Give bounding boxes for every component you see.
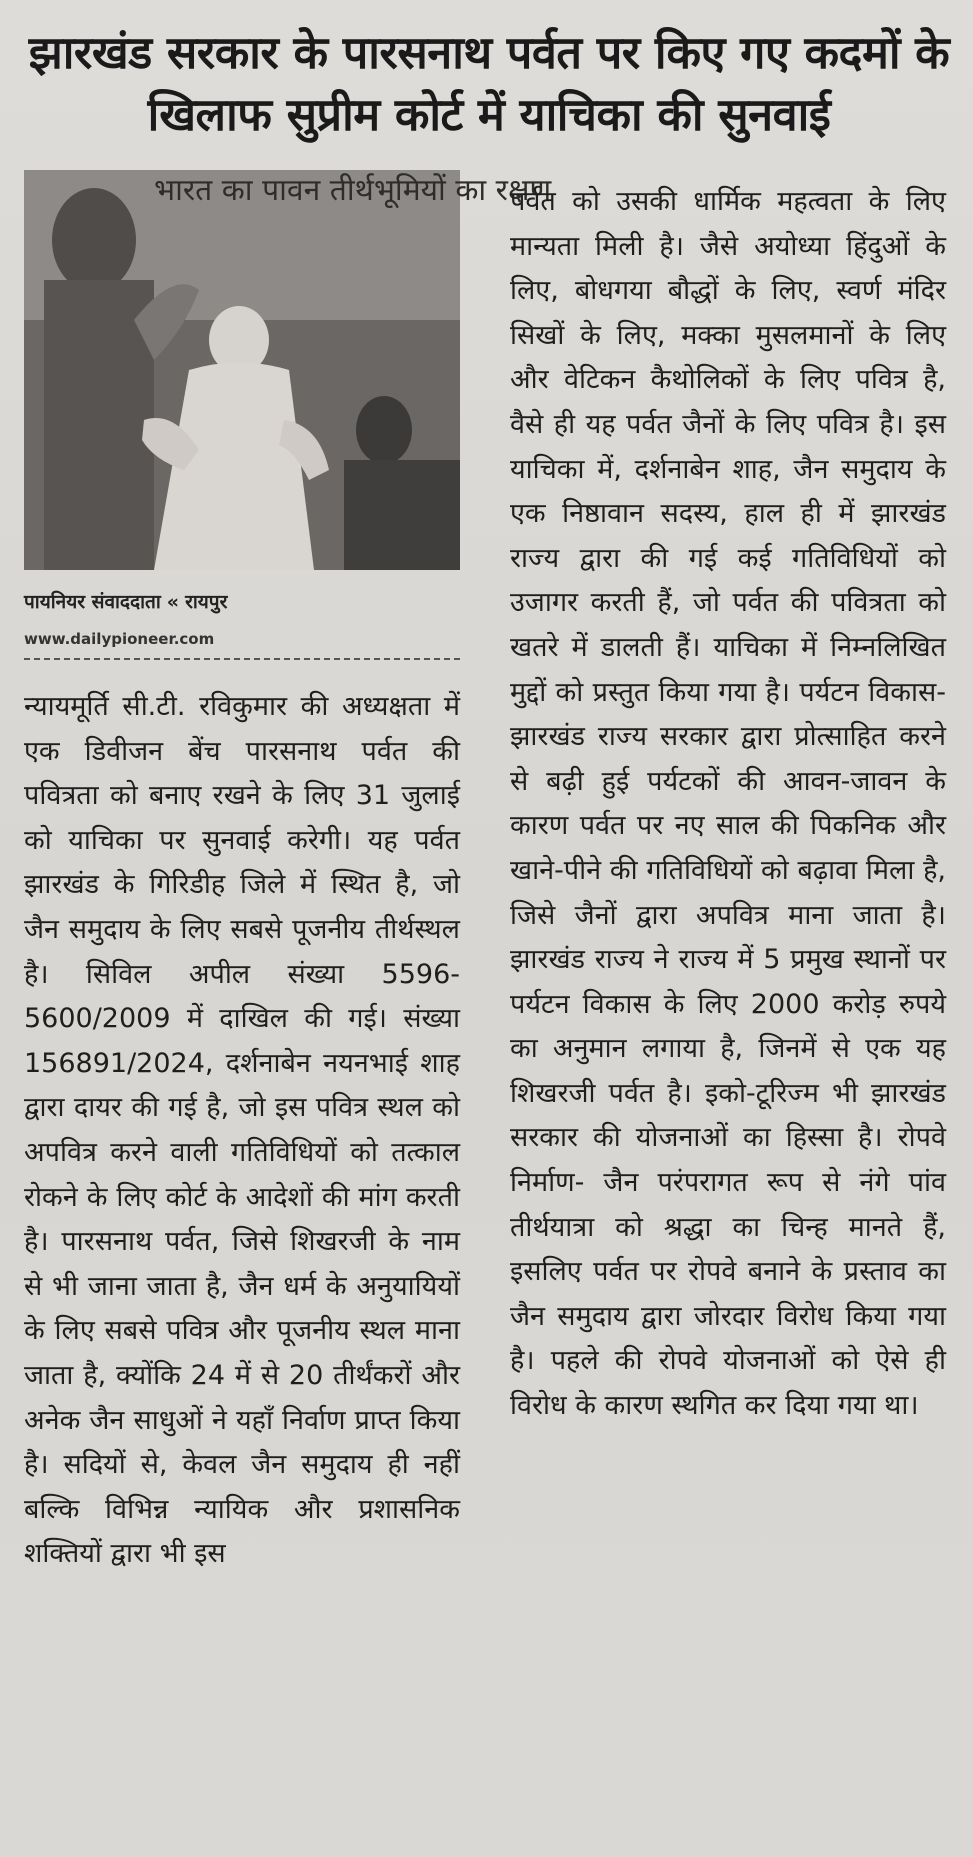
article-photo <box>24 170 552 570</box>
divider <box>24 658 460 660</box>
photo-banner-text: भारत का पावन तीर्थभूमियों का रक्षण <box>154 173 552 208</box>
website-link[interactable]: www.dailypioneer.com <box>24 630 215 648</box>
byline-city: रायपुर <box>185 591 228 613</box>
byline <box>24 588 460 614</box>
article-column-right: पर्वत को उसकी धार्मिक महत्वता के लिए मान्यता मिली है। जैसे अयोध्या हिंदुओं के लिए, बोधगया बौद्धों के लिए, स्वर्ण मंदिर सिखों के लिए, मक्का मुसलमानों के लिए और वेटिकन कैथोलिकों के लिए पवित्र है, वैसे ही यह पर्वत जैनों के लिए पवित्र है। इस याचिका में, दर्शनाबेन शाह, जैन समुदाय के एक निष्ठावान सदस्य, हाल ही में झारखंड राज्य द्वारा की गई कई गतिविधियों को उजागर करती हैं, जो पर्वत की पवित्रता को खतरे में डालती हैं। याचिका में निम्नलिखित मुद्दों को प्रस्तुत किया गया है। पर्यटन विकास- झारखंड राज्य सरकार द्वारा प्रोत्साहित करने से बढ़ी हुई पर्यटकों की आवन-जावन के कारण पर्वत पर नए साल की पिकनिक और खाने-पीने की गतिविधियों को बढ़ावा मिला है, जिसे जैनों द्वारा अपवित्र माना जाता है। झारखंड राज्य ने राज्य में 5 प्रमुख स्थानों पर पर्यटन विकास के लिए 2000 करोड़ रुपये का अनुमान लगाया है, जिनमें से एक यह शिखरजी पर्वत है। इको-टूरिज्म भी झारखंड सरकार की योजनाओं का हिस्सा है। रोपवे निर्माण- जैन परंपरागत रूप से नंगे पांव तीर्थयात्रा को श्रद्धा का चिन्ह मानते हैं, इसलिए पर्वत पर रोपवे बनाने के प्रस्ताव का जैन समुदाय द्वारा जोरदार विरोध किया गया है। पहले की रोपवे योजनाओं को ऐसे ही विरोध के कारण स्थगित कर दिया गया था। <box>510 186 946 1422</box>
arrow-icon: « <box>166 591 180 613</box>
article-headline: झारखंड सरकार के पारसनाथ पर्वत पर किए गए कदमों के खिलाफ सुप्रीम कोर्ट में याचिका की सुनवाई <box>28 26 950 141</box>
article-column-left: न्यायमूर्ति सी.टी. रविकुमार की अध्यक्षता में एक डिवीजन बेंच पारसनाथ पर्वत की पवित्रता को बनाए रखने के लिए 31 जुलाई को याचिका पर सुनवाई करेगी। यह पर्वत झारखंड के गिरिडीह जिले में स्थित है, जो जैन समुदाय के लिए सबसे पूजनीय तीर्थस्थल है। सिविल अपील संख्या 5596-5600/2009 में दाखिल की गई। संख्या 156891/2024, दर्शनाबेन नयनभाई शाह द्वारा दायर की गई है, जो इस पवित्र स्थल को अपवित्र करने वाली गतिविधियों को तत्काल रोकने के लिए कोर्ट के आदेशों की मांग करती है। पारसनाथ पर्वत, जिसे शिखरजी के नाम से भी जाना जाता है, जैन धर्म के अनुयायियों के लिए सबसे पवित्र और पूजनीय स्थल माना जाता है, क्योंकि 24 में से 20 तीर्थंकरों और अनेक जैन साधुओं ने यहाँ निर्वाण प्राप्त किया है। सदियों से, केवल जैन समुदाय ही नहीं बल्कि विभिन्न न्यायिक और प्रशासनिक शक्तियों द्वारा भी इस <box>24 691 460 1570</box>
photo-illustration <box>24 170 552 570</box>
byline-reporter: पायनियर संवाददाता <box>24 591 161 613</box>
